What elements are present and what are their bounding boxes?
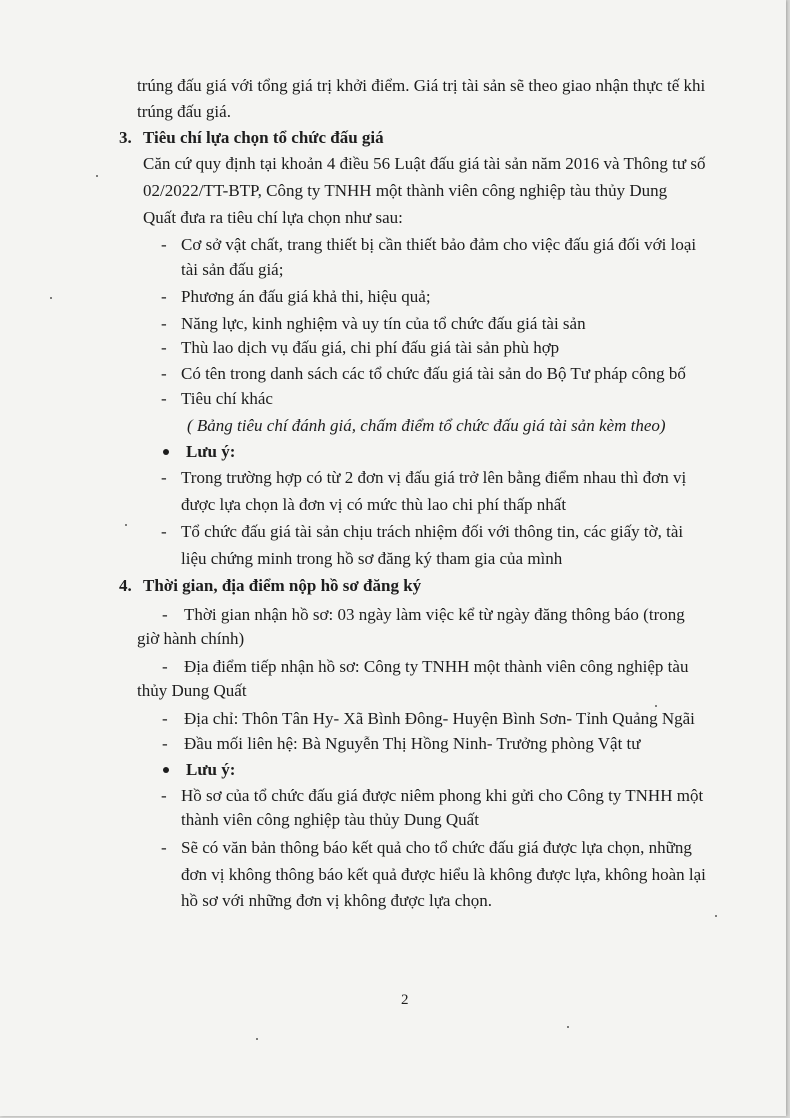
dash-bullet: - <box>161 522 167 541</box>
dash-bullet: - <box>161 838 167 857</box>
list-item: Thù lao dịch vụ đấu giá, chi phí đấu giá tài sản phù hợp <box>181 338 560 357</box>
list-item: Sẽ có văn bản thông báo kết quả cho tổ chức đấu giá được lựa chọn, những <box>181 838 692 857</box>
dash-bullet: - <box>161 786 167 805</box>
section-heading: Thời gian, địa điểm nộp hồ sơ đăng ký <box>143 576 422 595</box>
bullet-dot <box>163 449 169 455</box>
dash-bullet: - <box>161 468 167 487</box>
scan-speck <box>715 915 717 917</box>
list-item: Có tên trong danh sách các tổ chức đấu giá tài sản do Bộ Tư pháp công bố <box>181 364 686 383</box>
dash-bullet: - <box>162 605 168 624</box>
scan-speck <box>567 1026 569 1028</box>
list-item: thủy Dung Quất <box>137 681 247 700</box>
dash-bullet: - <box>162 657 168 676</box>
intro-line: trúng đấu giá. <box>137 102 231 121</box>
list-item: hồ sơ với những đơn vị không được lựa chọn. <box>181 891 493 910</box>
list-item: Hồ sơ của tổ chức đấu giá được niêm phong khi gửi cho Công ty TNHH một <box>181 786 704 805</box>
dash-bullet: - <box>162 734 168 753</box>
paragraph-line: Quất đưa ra tiêu chí lựa chọn như sau: <box>143 208 403 227</box>
list-item: đơn vị không thông báo kết quả được hiểu là không được lựa, không hoàn lại <box>181 865 706 884</box>
list-item: được lựa chọn là đơn vị có mức thù lao chi phí thấp nhất <box>181 495 567 514</box>
italic-note: ( Bảng tiêu chí đánh giá, chấm điểm tổ chức đấu giá tài sản kèm theo) <box>187 416 666 435</box>
intro-line: trúng đấu giá với tổng giá trị khởi điểm. Giá trị tài sản sẽ theo giao nhận thực tế khi <box>137 76 706 95</box>
dash-bullet: - <box>161 314 167 333</box>
list-item: Năng lực, kinh nghiệm và uy tín của tổ chức đấu giá tài sản <box>181 314 586 333</box>
list-item: Cơ sở vật chất, trang thiết bị cần thiết bảo đảm cho việc đấu giá đối với loại <box>181 235 697 254</box>
scan-speck <box>50 297 52 299</box>
list-item: Tổ chức đấu giá tài sản chịu trách nhiệm đối với thông tin, các giấy tờ, tài <box>181 522 684 541</box>
dash-bullet: - <box>161 338 167 357</box>
paragraph-line: 02/2022/TT-BTP, Công ty TNHH một thành viên công nghiệp tàu thủy Dung <box>143 181 668 200</box>
dash-bullet: - <box>161 389 167 408</box>
list-item: Trong trường hợp có từ 2 đơn vị đấu giá trở lên bằng điểm nhau thì đơn vị <box>181 468 687 487</box>
section-number: 3. <box>119 128 132 147</box>
scan-speck <box>256 1038 258 1040</box>
dash-bullet: - <box>161 235 167 254</box>
list-item: thành viên công nghiệp tàu thủy Dung Quất <box>181 810 479 829</box>
dash-bullet: - <box>162 709 168 728</box>
scan-speck <box>655 705 657 707</box>
list-item: tài sản đấu giá; <box>181 260 284 279</box>
list-item: Phương án đấu giá khả thi, hiệu quả; <box>181 287 431 306</box>
list-item: Tiêu chí khác <box>181 389 273 408</box>
section-number: 4. <box>119 576 132 595</box>
dash-bullet: - <box>161 287 167 306</box>
paragraph-line: Căn cứ quy định tại khoản 4 điều 56 Luật đấu giá tài sản năm 2016 và Thông tư số <box>143 154 706 173</box>
list-item: Địa điểm tiếp nhận hồ sơ: Công ty TNHH một thành viên công nghiệp tàu <box>184 657 689 676</box>
dash-bullet: - <box>161 364 167 383</box>
note-label: Lưu ý: <box>186 442 236 461</box>
list-item: Địa chỉ: Thôn Tân Hy- Xã Bình Đông- Huyện Bình Sơn- Tỉnh Quảng Ngãi <box>184 709 695 728</box>
scan-speck <box>96 175 98 177</box>
note-label: Lưu ý: <box>186 760 236 779</box>
page-number: 2 <box>401 992 409 1008</box>
bullet-dot <box>163 767 169 773</box>
scan-speck <box>125 524 127 526</box>
section-heading: Tiêu chí lựa chọn tổ chức đấu giá <box>143 128 384 147</box>
list-item: Thời gian nhận hồ sơ: 03 ngày làm việc kể từ ngày đăng thông báo (trong <box>184 605 685 624</box>
list-item: giờ hành chính) <box>137 629 245 648</box>
list-item: Đầu mối liên hệ: Bà Nguyễn Thị Hồng Ninh- Trưởng phòng Vật tư <box>184 734 641 753</box>
list-item: liệu chứng minh trong hồ sơ đăng ký tham gia của mình <box>181 549 563 568</box>
